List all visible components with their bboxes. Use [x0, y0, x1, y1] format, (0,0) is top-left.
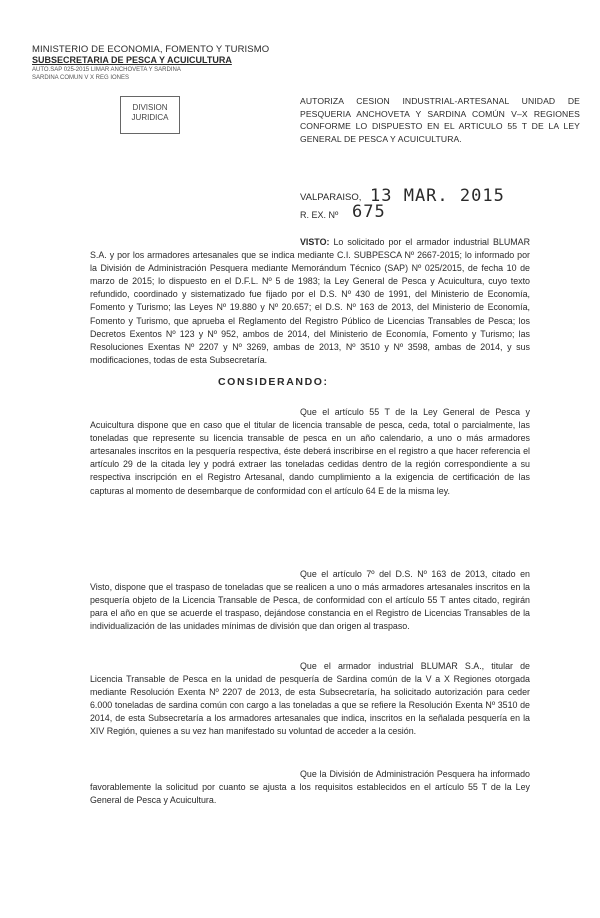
visto-label: VISTO:	[300, 237, 330, 247]
considerando-text-4: Que la División de Administración Pesquera ha informado favorablemente la solicitud por cuanto se ajusta a los requisitos establecidos en el artículo 55 T de la Ley General de Pesca y Acuicultura.	[90, 769, 530, 806]
visto-text: Lo solicitado por el armador industrial BLUMAR S.A. y por los armadores artesanales que se indica mediante C.I. SUBPESCA Nº 2667-2015; lo informado por la División de Administración Pesquera mediante Memorándum Técnico (SAP) Nº 025/2015, de fecha 10 de marzo de 2015; lo dispuesto en el D.F.L. Nº 5 de 1983; la Ley General de Pesca y Acuicultura, cuyo texto refundido, coordinado y sistematizado fue fijado por el D.S. Nº 430 de 1991, del Ministerio de Economía, Fomento y Turismo; las Leyes Nº 19.880 y Nº 20.657; el D.S. Nº 163 de 2013, del Ministerio de Economía, Fomento y Turismo, que aprueba el Reglamento del Registro Público de Licencias Transables de Pesca; los Decretos Exentos Nº 123 y Nº 952, ambos de 2014, del Ministerio de Economía, Fomento y Turismo; las Resoluciones Exentas Nº 2207 y Nº 3269, ambas de 2013, Nº 3510 y Nº 3598, ambas de 2014, y sus modificaciones, todas de esta Subsecretaría.	[90, 237, 531, 365]
reference-line-1: AUTO.SAP 025-2015 LIMAR ANCHOVETA Y SARDINA	[32, 67, 181, 73]
stamp-line-1: DIVISION	[132, 103, 168, 112]
considerando-paragraph-4	[90, 768, 530, 807]
resolution-subject: AUTORIZA CESION INDUSTRIAL-ARTESANAL UNIDAD DE PESQUERIA ANCHOVETA Y SARDINA COMÚN V–X REGIONES CONFORME LO DISPUESTO EN EL ARTICULO 55 T DE LA LEY GENERAL DE PESCA Y ACUICULTURA.	[300, 96, 580, 144]
considerando-paragraph-1	[90, 406, 530, 498]
stamp-line-2: JURIDICA	[131, 113, 169, 122]
considerando-heading: CONSIDERANDO:	[218, 376, 329, 388]
considerando-text-1: Que el artículo 55 T de la Ley General de Pesca y Acuicultura dispone que en caso que el titular de licencia transable de pesca, ceda, total o parcialmente, las toneladas que represente su licencia transable de pesca en un año calendario, a uno o más armadores artesanales inscritos en la pesquería respectiva, éste deberá inscribirse en el registro a que hacer referencia el artículo 29 de la citada ley y podrá extraer las toneladas cedidas dentro de la región correspondiente a su respectiva inscripción en el Registro Artesanal, dando cumplimiento a la exigencia de certificación de las capturas al momento de desembarque de conformidad con el artículo 64 E de la misma ley.	[90, 407, 530, 496]
visto-paragraph	[90, 236, 530, 367]
place: VALPARAISO,	[300, 192, 362, 203]
division-stamp	[120, 96, 180, 134]
letterhead	[32, 44, 302, 82]
considerando-paragraph-3	[90, 660, 530, 739]
reference-line-2: SARDINA COMUN V X REG IONES	[32, 75, 130, 81]
considerando-text-2: Que el artículo 7º del D.S. Nº 163 de 2013, citado en Visto, dispone que el traspaso de toneladas que se realicen a uno o más armadores artesanales inscritos en la pesquería objeto de la Licencia Transable de Pesca, de conformidad con el artículo 55 T antes citado, regirán para el año en que se acuerde el traspaso, dejándose constancia en el Registro de Licencias Transables de la individualización de las unidades mínimas de división que dan origen al traspaso.	[90, 569, 530, 632]
resolution-number: 675	[352, 202, 386, 222]
subsecretaria-name: SUBSECRETARIA DE PESCA Y ACUICULTURA	[32, 55, 232, 65]
resolution-date: 13 MAR. 2015	[370, 186, 505, 206]
ministry-name: MINISTERIO DE ECONOMIA, FOMENTO Y TURISMO	[32, 44, 270, 55]
considerando-paragraph-2	[90, 568, 530, 633]
rex-label: R. EX. Nº	[300, 210, 339, 220]
considerando-text-3: Que el armador industrial BLUMAR S.A., titular de Licencia Transable de Pesca en la unidad de pesquería de Sardina común de la V a X Regiones otorgada mediante Resolución Exenta Nº 2207 de 2013, de esta Subsecretaría, ha solicitado autorización para ceder 6.000 toneladas de sardina común con cargo a las toneladas a que se refiere la Resolución Exenta Nº 3510 de 2014, de esta Subsecretaría a los armadores artesanales que indica, inscritos en la señalada pesquería en la XIV Región, quienes a su vez han manifestado su voluntad de acceder a la cesión.	[90, 661, 530, 737]
